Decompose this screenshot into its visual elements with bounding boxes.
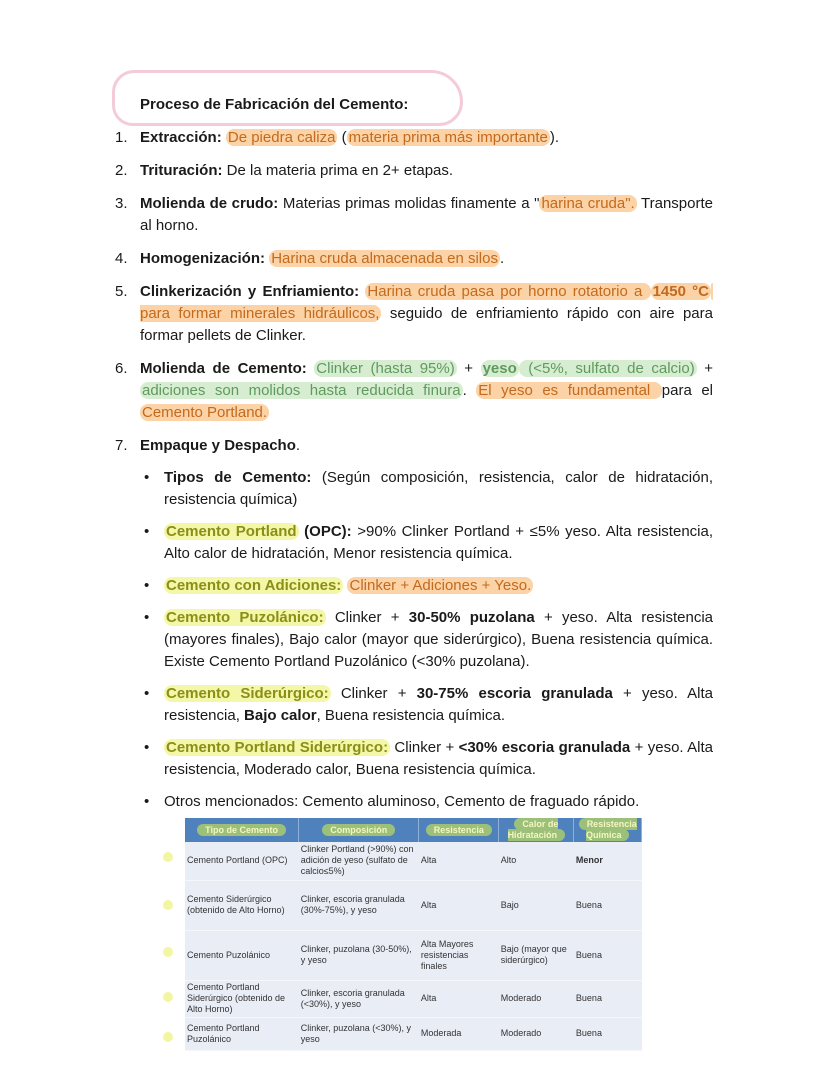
table-cell: Cemento Portland Siderúrgico (obtenido de Alto Horno) [185, 980, 299, 1017]
text-segment: seguido de enfriamiento rápido con aire para formar pellets de Clinker. [140, 305, 713, 344]
text-segment: El yeso es fundamental [478, 382, 660, 399]
text-segment: Clinker + Adiciones + Yeso. [349, 577, 532, 594]
text-segment: para el [661, 382, 713, 399]
text-segment: Bajo calor [244, 707, 317, 724]
cement-type-item [140, 521, 713, 565]
text-segment: Molienda de Cemento: [140, 360, 307, 377]
text-segment: harina cruda". [541, 195, 635, 212]
table-cell: Alta [419, 980, 499, 1017]
text-segment: Clinkerización y Enfriamiento: [140, 283, 360, 300]
text-segment: Tipos de Cemento: [164, 469, 312, 486]
text-segment: Clinker + [330, 685, 417, 702]
table-cell: Buena [574, 980, 642, 1017]
table-cell: Buena [574, 930, 642, 980]
text-segment: (Según composición, resistencia, calor de hidratación, resistencia química) [164, 469, 713, 508]
table-cell: Clinker, escoria granulada (<30%), y yeso [299, 980, 419, 1017]
table-row [185, 880, 642, 930]
cement-type-item [140, 737, 713, 781]
text-segment: De la materia prima en 2+ etapas. [222, 162, 454, 179]
table-cell: Cemento Siderúrgico (obtenido de Alto Horno) [185, 880, 299, 930]
step-number: 3. [115, 195, 128, 212]
table-cell: Clinker, escoria granulada (30%-75%), y yeso [299, 880, 419, 930]
table-row [185, 980, 642, 1017]
cement-types-list [140, 467, 713, 813]
text-segment: (<5%, sulfato de calcio) [520, 360, 695, 377]
text-segment: Cemento Portland Siderúrgico: [166, 739, 389, 756]
text-segment: Cemento con Adiciones: [166, 577, 342, 594]
text-segment: Molienda de crudo: [140, 195, 279, 212]
table-cell: Moderada [419, 1017, 499, 1050]
step-item [115, 127, 713, 149]
table-cell: Alta [419, 842, 499, 880]
table-header-cell [419, 818, 499, 842]
table-header-cell [499, 818, 574, 842]
table-row [185, 930, 642, 980]
text-segment: Harina cruda pasa por horno rotatorio a [367, 283, 649, 300]
text-segment: <30% escoria granulada [458, 739, 631, 756]
text-segment: para formar minerales hidráulicos, [140, 283, 713, 322]
table-cell: Cemento Portland Puzolánico [185, 1017, 299, 1050]
text-segment: + yeso. Alta resistencia, Moderado calor, Buena resistencia química. [164, 739, 713, 778]
text-segment: adiciones son molidos hasta reducida finura [142, 382, 461, 399]
text-segment: 1450 °C [652, 283, 710, 300]
text-segment: Harina cruda almacenada en silos [271, 250, 498, 267]
table-header-label: Calor de Hidratación [508, 818, 566, 841]
text-segment: >90% Clinker Portland + ≤5% yeso. Alta resistencia, Alto calor de hidratación, Menor resistencia química. [164, 523, 713, 562]
text-segment: materia prima más importante [348, 129, 548, 146]
table-header-cell [299, 818, 419, 842]
text-segment: + yeso. Alta resistencia (mayores finales), Bajo calor (mayor que siderúrgico), Buena resistencia química. Existe Cemento Portland Puzolánico (<30% puzolana). [164, 609, 714, 670]
table-header-label: Resistencia [426, 824, 492, 836]
table-cell: Cemento Puzolánico [185, 930, 299, 980]
table-cell: Clinker, puzolana (30-50%), y yeso [299, 930, 419, 980]
text-segment: ( [337, 129, 347, 146]
text-segment: + yeso. Alta resistencia, [164, 685, 713, 724]
text-segment: Cemento Portland. [142, 404, 268, 421]
text-segment: Cemento Siderúrgico: [166, 685, 329, 702]
cement-types-table [185, 818, 642, 1051]
step-number: 6. [115, 360, 128, 377]
table-cell: Moderado [499, 980, 574, 1017]
text-segment: yeso [482, 360, 517, 377]
text-segment: Homogenización: [140, 250, 266, 267]
text-segment: 30-50% puzolana [408, 609, 535, 626]
table-cell: Cemento Portland (OPC) [185, 842, 299, 880]
cement-type-item [140, 683, 713, 727]
cement-type-item [140, 467, 713, 511]
text-segment: Clinker + [325, 609, 409, 626]
text-segment: Trituración: [140, 162, 223, 179]
table-cell: Bajo [499, 880, 574, 930]
step-number: 4. [115, 250, 128, 267]
table-cell: Moderado [499, 1017, 574, 1050]
step-item [115, 248, 713, 270]
table-cell: Clinker Portland (>90%) con adición de yeso (sulfato de calcio≤5%) [299, 842, 419, 880]
text-segment: Clinker (hasta 95%) [316, 360, 455, 377]
step-number: 2. [115, 162, 128, 179]
text-segment: . [295, 437, 301, 454]
table-cell: Alto [499, 842, 574, 880]
text-segment: Empaque y Despacho [140, 437, 296, 454]
step-number: 7. [115, 437, 128, 454]
row-marker-dot [163, 900, 173, 910]
table-header-cell [185, 818, 299, 842]
text-segment: , Buena resistencia química. [316, 707, 506, 724]
table-cell: Buena [574, 880, 642, 930]
text-segment: . [499, 250, 505, 267]
cement-type-item [140, 791, 713, 813]
text-segment: Materias primas molidas finamente a " [278, 195, 540, 212]
cement-type-item [140, 607, 713, 673]
table-header-label: Composición [322, 824, 395, 836]
row-marker-dot [163, 992, 173, 1002]
table-row [185, 1017, 642, 1050]
text-segment: De piedra caliza [227, 129, 336, 146]
text-segment: Transporte al horno. [140, 195, 713, 234]
text-segment: + [696, 360, 714, 377]
text-segment: Clinker + [390, 739, 459, 756]
text-segment: Extracción: [140, 129, 222, 146]
table-cell: Buena [574, 1017, 642, 1050]
text-segment: ). [549, 129, 560, 146]
row-marker-dot [163, 852, 173, 862]
text-segment: Cemento Puzolánico: [166, 609, 324, 626]
row-marker-dot [163, 1032, 173, 1042]
text-segment: Otros mencionados: Cemento aluminoso, Cemento de fraguado rápido. [164, 793, 640, 810]
step-item [115, 193, 713, 237]
step-item [115, 435, 713, 813]
cement-type-item [140, 575, 713, 597]
table-row [185, 842, 642, 880]
row-marker-dot [163, 947, 173, 957]
table-header-label: Tipo de Cemento [197, 824, 286, 836]
table-cell: Clinker, puzolana (<30%), y yeso [299, 1017, 419, 1050]
page-title: Proceso de Fabricación del Cemento: [140, 96, 409, 113]
table-cell: Alta Mayores resistencias finales [419, 930, 499, 980]
step-number: 1. [115, 129, 128, 146]
table-header-cell [574, 818, 642, 842]
text-segment: . [462, 382, 477, 399]
step-item [115, 358, 713, 424]
text-segment: 30-75% escoria granulada [416, 685, 613, 702]
text-segment: Cemento Portland [166, 523, 297, 540]
table-cell: Bajo (mayor que siderúrgico) [499, 930, 574, 980]
table-cell: Alta [419, 880, 499, 930]
text-segment: + [456, 360, 481, 377]
table-header-label: Resistencia Química [579, 818, 637, 841]
text-segment: (OPC): [304, 523, 352, 540]
table-cell: Menor [574, 842, 642, 880]
step-number: 5. [115, 283, 128, 300]
step-item [115, 160, 713, 182]
step-item [115, 281, 713, 347]
process-steps-list [115, 127, 713, 824]
